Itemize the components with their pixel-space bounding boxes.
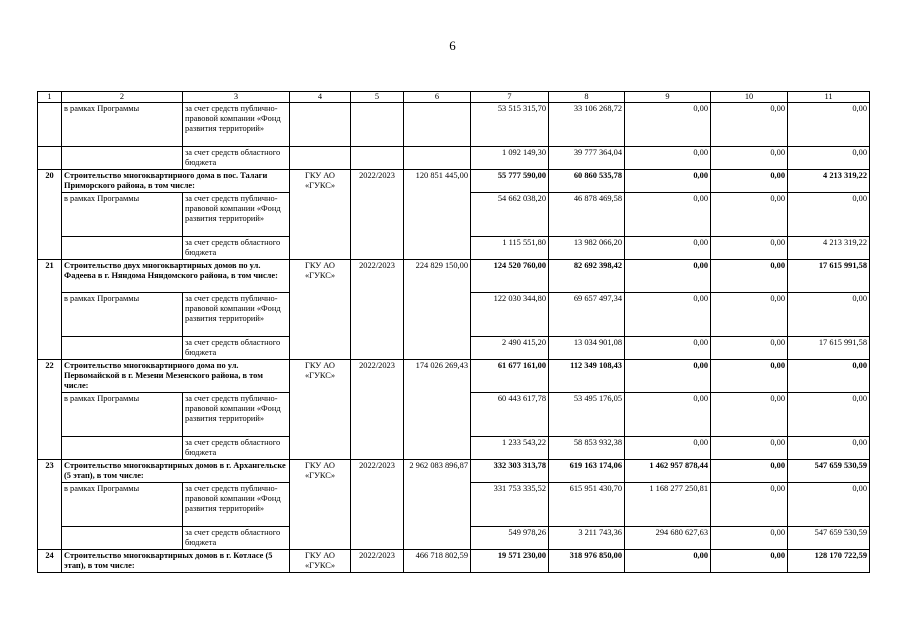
- cell-value-11: 0,00: [788, 193, 870, 237]
- cell-funding-source: за счет средств областного бюджета: [183, 237, 290, 260]
- cell-total-cost: 224 829 150,00: [404, 260, 471, 360]
- cell-period: 2022/2023: [351, 360, 404, 460]
- cell-value-7: 1 092 149,30: [471, 147, 549, 170]
- cell-program-scope: [62, 437, 183, 460]
- cell-period: 2022/2023: [351, 550, 404, 573]
- cell-value-8: 39 777 364,04: [549, 147, 625, 170]
- cell-program-scope: в рамках Программы: [62, 483, 183, 527]
- table-row-object: [38, 550, 870, 573]
- cell-value-8: 53 495 176,05: [549, 393, 625, 437]
- cell-funding-source: за счет средств областного бюджета: [183, 147, 290, 170]
- cell-total-cost: 120 851 445,00: [404, 170, 471, 260]
- cell-funding-source: за счет средств областного бюджета: [183, 337, 290, 360]
- table-row-object: [38, 460, 870, 483]
- cell-value-9: 0,00: [625, 337, 711, 360]
- column-header-11: 11: [788, 92, 870, 103]
- cell-value-8: 615 951 430,70: [549, 483, 625, 527]
- cell-value-9: 0,00: [625, 360, 711, 393]
- cell-customer-empty: [290, 103, 351, 147]
- cell-program-scope: в рамках Программы: [62, 393, 183, 437]
- cell-value-9: 1 462 957 878,44: [625, 460, 711, 483]
- cell-value-7: 331 753 335,52: [471, 483, 549, 527]
- cell-item-number-empty: [38, 147, 62, 170]
- cell-value-7: 124 520 760,00: [471, 260, 549, 293]
- cell-item-number: 21: [38, 260, 62, 360]
- cell-value-7: 54 662 038,20: [471, 193, 549, 237]
- cell-value-7: 53 515 315,70: [471, 103, 549, 147]
- cell-value-7: 1 115 551,80: [471, 237, 549, 260]
- cell-value-10: 0,00: [711, 260, 788, 293]
- cell-value-7: 60 443 617,78: [471, 393, 549, 437]
- cell-value-10: 0,00: [711, 460, 788, 483]
- cell-customer: ГКУ АО «ГУКС»: [290, 360, 351, 460]
- cell-value-9: 0,00: [625, 147, 711, 170]
- cell-value-10: 0,00: [711, 360, 788, 393]
- cell-total-cost: 2 962 083 896,87: [404, 460, 471, 550]
- cell-value-9: 0,00: [625, 550, 711, 573]
- cell-value-8: 318 976 850,00: [549, 550, 625, 573]
- cell-value-8: 69 657 497,34: [549, 293, 625, 337]
- cell-value-8: 619 163 174,06: [549, 460, 625, 483]
- cell-program-scope: [62, 237, 183, 260]
- cell-funding-source: за счет средств публично-правовой компании «Фонд развития территорий»: [183, 393, 290, 437]
- cell-value-11: 0,00: [788, 360, 870, 393]
- cell-customer: ГКУ АО «ГУКС»: [290, 550, 351, 573]
- cell-value-11: 4 213 319,22: [788, 237, 870, 260]
- cell-value-8: 33 106 268,72: [549, 103, 625, 147]
- cell-value-7: 2 490 415,20: [471, 337, 549, 360]
- cell-value-9: 0,00: [625, 293, 711, 337]
- cell-funding-source: за счет средств публично-правовой компании «Фонд развития территорий»: [183, 293, 290, 337]
- cell-value-9: 0,00: [625, 103, 711, 147]
- cell-value-11: 0,00: [788, 393, 870, 437]
- cell-customer: ГКУ АО «ГУКС»: [290, 260, 351, 360]
- column-header-row: [38, 92, 870, 103]
- cell-value-11: 17 615 991,58: [788, 337, 870, 360]
- cell-period: 2022/2023: [351, 260, 404, 360]
- column-header-3: 3: [183, 92, 290, 103]
- cell-value-9: 0,00: [625, 237, 711, 260]
- column-header-4: 4: [290, 92, 351, 103]
- column-header-8: 8: [549, 92, 625, 103]
- cell-customer-empty: [290, 147, 351, 170]
- cell-funding-source: за счет средств публично-правовой компании «Фонд развития территорий»: [183, 483, 290, 527]
- cell-value-8: 60 860 535,78: [549, 170, 625, 193]
- cell-program-scope: в рамках Программы: [62, 293, 183, 337]
- cell-value-11: 0,00: [788, 147, 870, 170]
- cell-program-scope: [62, 527, 183, 550]
- cell-program-scope: в рамках Программы: [62, 193, 183, 237]
- cell-value-10: 0,00: [711, 103, 788, 147]
- cell-value-7: 19 571 230,00: [471, 550, 549, 573]
- cell-value-8: 13 982 066,20: [549, 237, 625, 260]
- cell-value-11: 0,00: [788, 483, 870, 527]
- cell-value-7: 55 777 590,00: [471, 170, 549, 193]
- cell-value-11: 547 659 530,59: [788, 460, 870, 483]
- cell-value-10: 0,00: [711, 550, 788, 573]
- cell-value-11: 547 659 530,59: [788, 527, 870, 550]
- cell-value-10: 0,00: [711, 147, 788, 170]
- cell-value-7: 1 233 543,22: [471, 437, 549, 460]
- cell-object-name: Строительство многоквартирных домов в г. Котласе (5 этап), в том числе:: [62, 550, 290, 573]
- cell-customer: ГКУ АО «ГУКС»: [290, 460, 351, 550]
- cell-value-7: 332 303 313,78: [471, 460, 549, 483]
- cell-value-11: 0,00: [788, 293, 870, 337]
- cell-object-name: Строительство многоквартирного дома в пос. Талаги Приморского района, в том числе:: [62, 170, 290, 193]
- cell-program-scope: в рамках Программы: [62, 103, 183, 147]
- cell-period-empty: [351, 147, 404, 170]
- cell-value-10: 0,00: [711, 337, 788, 360]
- table-row-object: [38, 260, 870, 293]
- cell-value-8: 13 034 901,08: [549, 337, 625, 360]
- cell-value-11: 4 213 319,22: [788, 170, 870, 193]
- cell-item-number-empty: [38, 103, 62, 147]
- cell-value-10: 0,00: [711, 237, 788, 260]
- cell-object-name: Строительство многоквартирного дома по ул. Первомайской в г. Мезени Мезенского района, в том числе:: [62, 360, 290, 393]
- cell-value-10: 0,00: [711, 527, 788, 550]
- cell-object-name: Строительство двух многоквартирных домов по ул. Фадеева в г. Няндома Няндомского района, в том числе:: [62, 260, 290, 293]
- cell-value-9: 0,00: [625, 260, 711, 293]
- cell-value-9: 0,00: [625, 437, 711, 460]
- cell-period: 2022/2023: [351, 170, 404, 260]
- cell-value-9: 0,00: [625, 393, 711, 437]
- column-header-10: 10: [711, 92, 788, 103]
- cell-value-10: 0,00: [711, 170, 788, 193]
- cell-value-11: 17 615 991,58: [788, 260, 870, 293]
- column-header-5: 5: [351, 92, 404, 103]
- cell-value-11: 0,00: [788, 437, 870, 460]
- cell-program-scope: [62, 147, 183, 170]
- cell-value-9: 0,00: [625, 193, 711, 237]
- cell-period-empty: [351, 103, 404, 147]
- column-header-1: 1: [38, 92, 62, 103]
- column-header-7: 7: [471, 92, 549, 103]
- page-number: 6: [449, 38, 456, 53]
- cell-value-7: 549 978,26: [471, 527, 549, 550]
- cell-program-scope: [62, 337, 183, 360]
- cell-value-10: 0,00: [711, 483, 788, 527]
- table-row-source: [38, 103, 870, 147]
- cell-total-cost-empty: [404, 147, 471, 170]
- cell-value-8: 58 853 932,38: [549, 437, 625, 460]
- table-row-object: [38, 360, 870, 393]
- cell-value-8: 112 349 108,43: [549, 360, 625, 393]
- cell-value-10: 0,00: [711, 437, 788, 460]
- cell-value-8: 3 211 743,36: [549, 527, 625, 550]
- cell-item-number: 23: [38, 460, 62, 550]
- cell-total-cost: 466 718 802,59: [404, 550, 471, 573]
- cell-total-cost: 174 026 269,43: [404, 360, 471, 460]
- cell-value-11: 0,00: [788, 103, 870, 147]
- cell-value-10: 0,00: [711, 293, 788, 337]
- cell-value-8: 82 692 398,42: [549, 260, 625, 293]
- cell-value-9: 294 680 627,63: [625, 527, 711, 550]
- cell-value-9: 0,00: [625, 170, 711, 193]
- cell-value-10: 0,00: [711, 193, 788, 237]
- cell-value-7: 122 030 344,80: [471, 293, 549, 337]
- cell-funding-source: за счет средств областного бюджета: [183, 437, 290, 460]
- column-header-2: 2: [62, 92, 183, 103]
- cell-value-9: 1 168 277 250,81: [625, 483, 711, 527]
- table-row-object: [38, 170, 870, 193]
- cell-value-11: 128 170 722,59: [788, 550, 870, 573]
- cell-value-8: 46 878 469,58: [549, 193, 625, 237]
- table-row-source: [38, 147, 870, 170]
- cell-funding-source: за счет средств публично-правовой компании «Фонд развития территорий»: [183, 193, 290, 237]
- cell-total-cost-empty: [404, 103, 471, 147]
- program-table: [37, 91, 870, 573]
- column-header-9: 9: [625, 92, 711, 103]
- cell-funding-source: за счет средств областного бюджета: [183, 527, 290, 550]
- cell-customer: ГКУ АО «ГУКС»: [290, 170, 351, 260]
- cell-value-10: 0,00: [711, 393, 788, 437]
- cell-period: 2022/2023: [351, 460, 404, 550]
- cell-item-number: 20: [38, 170, 62, 260]
- column-header-6: 6: [404, 92, 471, 103]
- cell-value-7: 61 677 161,00: [471, 360, 549, 393]
- cell-funding-source: за счет средств публично-правовой компании «Фонд развития территорий»: [183, 103, 290, 147]
- cell-item-number: 22: [38, 360, 62, 460]
- cell-object-name: Строительство многоквартирных домов в г. Архангельске (5 этап), в том числе:: [62, 460, 290, 483]
- cell-item-number: 24: [38, 550, 62, 573]
